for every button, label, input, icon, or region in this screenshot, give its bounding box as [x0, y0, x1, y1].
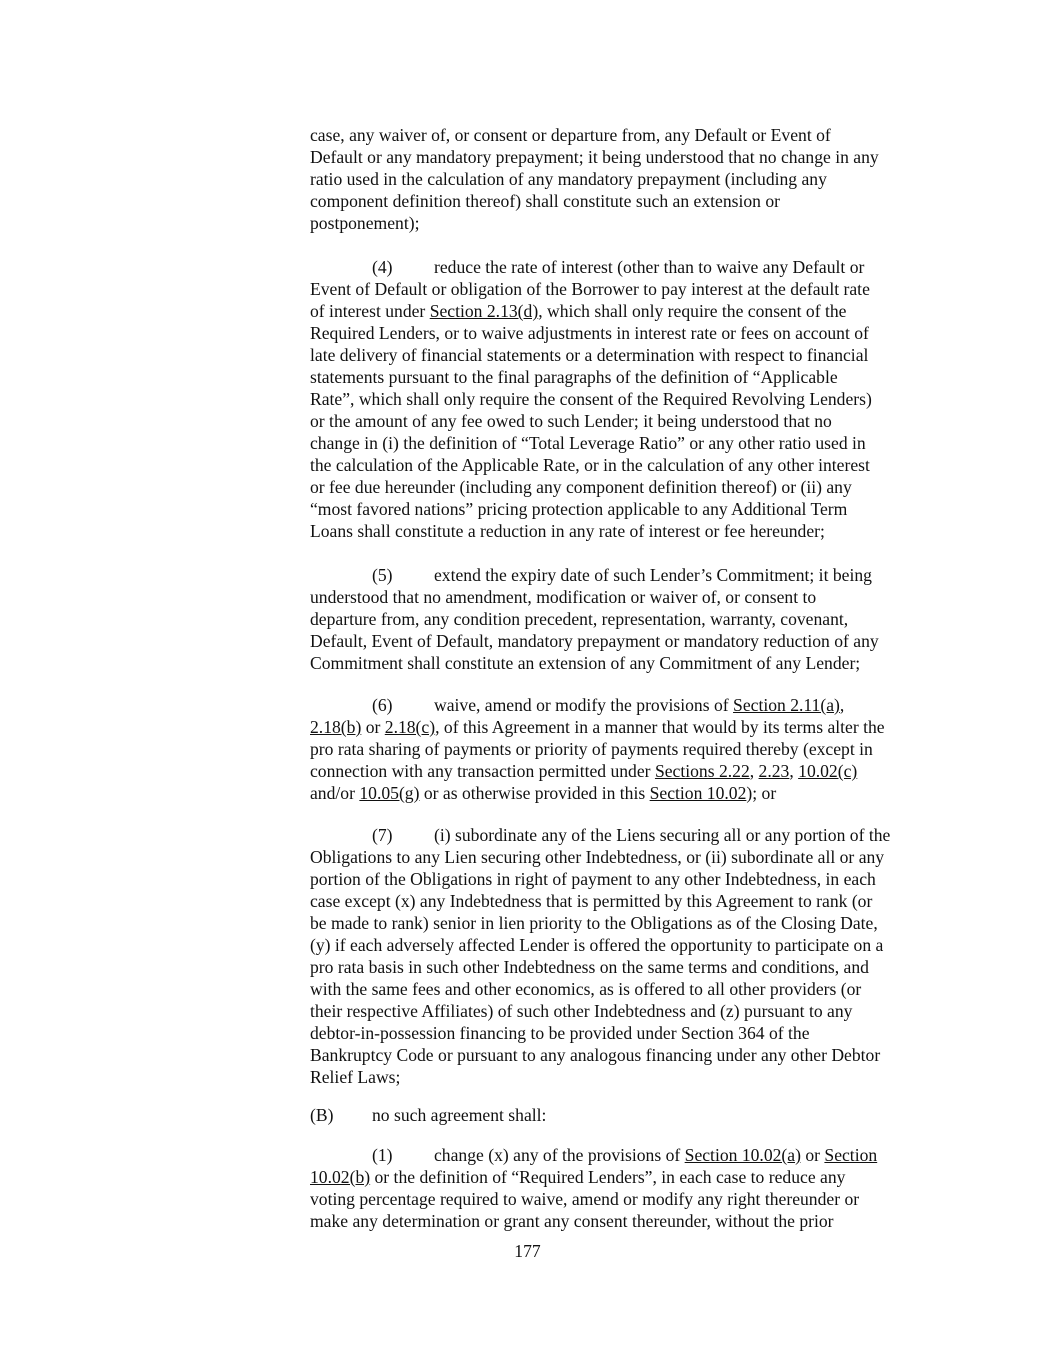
text-line: their respective Affiliates) of such other Indebtedness and (z) pursuant to any	[310, 1001, 853, 1021]
text-line: departure from, any condition precedent, representation, warranty, covenant,	[310, 609, 849, 629]
text-line: 10.02(b) or the definition of “Required Lenders”, in each case to reduce any	[310, 1167, 846, 1187]
text-line: make any determination or grant any consent thereunder, without the prior	[310, 1211, 834, 1231]
text-line: be made to rank) senior in lien priority to the Obligations as of the Closing Date,	[310, 913, 878, 933]
text-line: connection with any transaction permitted under Sections 2.22, 2.23, 10.02(c)	[310, 761, 858, 781]
page-number: 177	[514, 1241, 541, 1261]
text-line: component definition thereof) shall constitute such an extension or	[310, 191, 781, 211]
text-line: pro rata sharing of payments or priority of payments required thereby (except in	[310, 739, 873, 759]
clause-number: (5)	[372, 565, 393, 585]
section-reference: Section	[824, 1145, 878, 1165]
text-line: Commitment shall constitute an extension of any Commitment of any Lender;	[310, 653, 861, 673]
text-line: Relief Laws;	[310, 1067, 401, 1087]
text-line: Obligations to any Lien securing other Indebtedness, or (ii) subordinate all or any	[310, 847, 885, 867]
text-line: or fee due hereunder (including any component definition thereof) or (ii) any	[310, 477, 852, 497]
clause-5-first-line: (5) extend the expiry date of such Lender’s Commitment; it being	[372, 565, 872, 585]
text-line: ratio used in the calculation of any mandatory prepayment (including any	[310, 169, 827, 189]
section-reference: 10.02(b)	[310, 1167, 371, 1187]
clause-number: (6)	[372, 695, 393, 715]
section-reference: 2.18(c)	[384, 717, 436, 737]
text-line: Bankruptcy Code or pursuant to any analogous financing under any other Debtor	[310, 1045, 881, 1065]
text-line: or the amount of any fee owed to such Lender; it being understood that no	[310, 411, 832, 431]
text-line: (y) if each adversely affected Lender is offered the opportunity to participate on a	[310, 935, 884, 955]
section-reference: Section 10.02	[649, 783, 747, 803]
text-line: “most favored nations” pricing protection applicable to any Additional Term	[310, 499, 848, 519]
text-line: change in (i) the definition of “Total Leverage Ratio” or any other ratio used in	[310, 433, 866, 453]
clause-number: (4)	[372, 257, 393, 277]
text-line: the calculation of the Applicable Rate, or in the calculation of any other interest	[310, 455, 870, 475]
section-reference: 10.02(c)	[798, 761, 858, 781]
text-line: voting percentage required to waive, amend or modify any right thereunder or	[310, 1189, 860, 1209]
text-line: Default, Event of Default, mandatory prepayment or mandatory reduction of any	[310, 631, 879, 651]
text-line: pro rata basis in such other Indebtedness on the same terms and conditions, and	[310, 957, 869, 977]
section-b-heading: (B) no such agreement shall:	[310, 1105, 547, 1125]
clause-7-first-line: (7) (i) subordinate any of the Liens securing all or any portion of the	[372, 825, 891, 845]
clause-b1-first-line: (1) change (x) any of the provisions of Section 10.02(a) or Section	[372, 1145, 878, 1165]
clause-number: (7)	[372, 825, 393, 845]
text-line: Rate”, which shall only require the consent of the Required Revolving Lenders)	[310, 389, 872, 409]
text-line: of interest under Section 2.13(d), which shall only require the consent of the	[310, 301, 847, 321]
text-line: Event of Default or obligation of the Borrower to pay interest at the default rate	[310, 279, 870, 299]
text-line: case except (x) any Indebtedness that is permitted by this Agreement to rank (or	[310, 891, 873, 911]
section-reference: Section 2.11(a)	[733, 695, 840, 715]
section-reference: Section 2.13(d)	[429, 301, 539, 321]
text-line: late delivery of financial statements or a determination with respect to financial	[310, 345, 869, 365]
clause-number: (B)	[310, 1105, 334, 1125]
text-line: portion of the Obligations in right of payment to any other Indebtedness, in each	[310, 869, 876, 889]
text-line: with the same fees and other economics, as is offered to all other providers (or	[310, 979, 862, 999]
section-reference: 10.05(g)	[359, 783, 420, 803]
text-line: debtor-in-possession financing to be provided under Section 364 of the	[310, 1023, 810, 1043]
text-line: and/or 10.05(g) or as otherwise provided in this Section 10.02); or	[310, 783, 777, 803]
clause-6-first-line: (6) waive, amend or modify the provisions of Section 2.11(a),	[372, 695, 845, 715]
section-reference: 2.18(b)	[310, 717, 362, 737]
text-line: Default or any mandatory prepayment; it being understood that no change in any	[310, 147, 879, 167]
text-line: Required Lenders, or to waive adjustments in interest rate or fees on account of	[310, 323, 869, 343]
clause-4-first-line: (4) reduce the rate of interest (other than to waive any Default or	[372, 257, 865, 277]
text-line: 2.18(b) or 2.18(c), of this Agreement in a manner that would by its terms alter the	[310, 717, 885, 737]
section-reference: Section 10.02(a)	[684, 1145, 801, 1165]
text-line: understood that no amendment, modification or waiver of, or consent to	[310, 587, 817, 607]
text-line: statements pursuant to the final paragraphs of the definition of “Applicable	[310, 367, 838, 387]
text-line: case, any waiver of, or consent or departure from, any Default or Event of	[310, 125, 831, 145]
text-line: Loans shall constitute a reduction in any rate of interest or fee hereunder;	[310, 521, 825, 541]
text-line: postponement);	[310, 213, 420, 233]
clause-number: (1)	[372, 1145, 393, 1165]
section-reference: 2.23	[758, 761, 790, 781]
section-reference: Sections 2.22	[654, 761, 750, 781]
